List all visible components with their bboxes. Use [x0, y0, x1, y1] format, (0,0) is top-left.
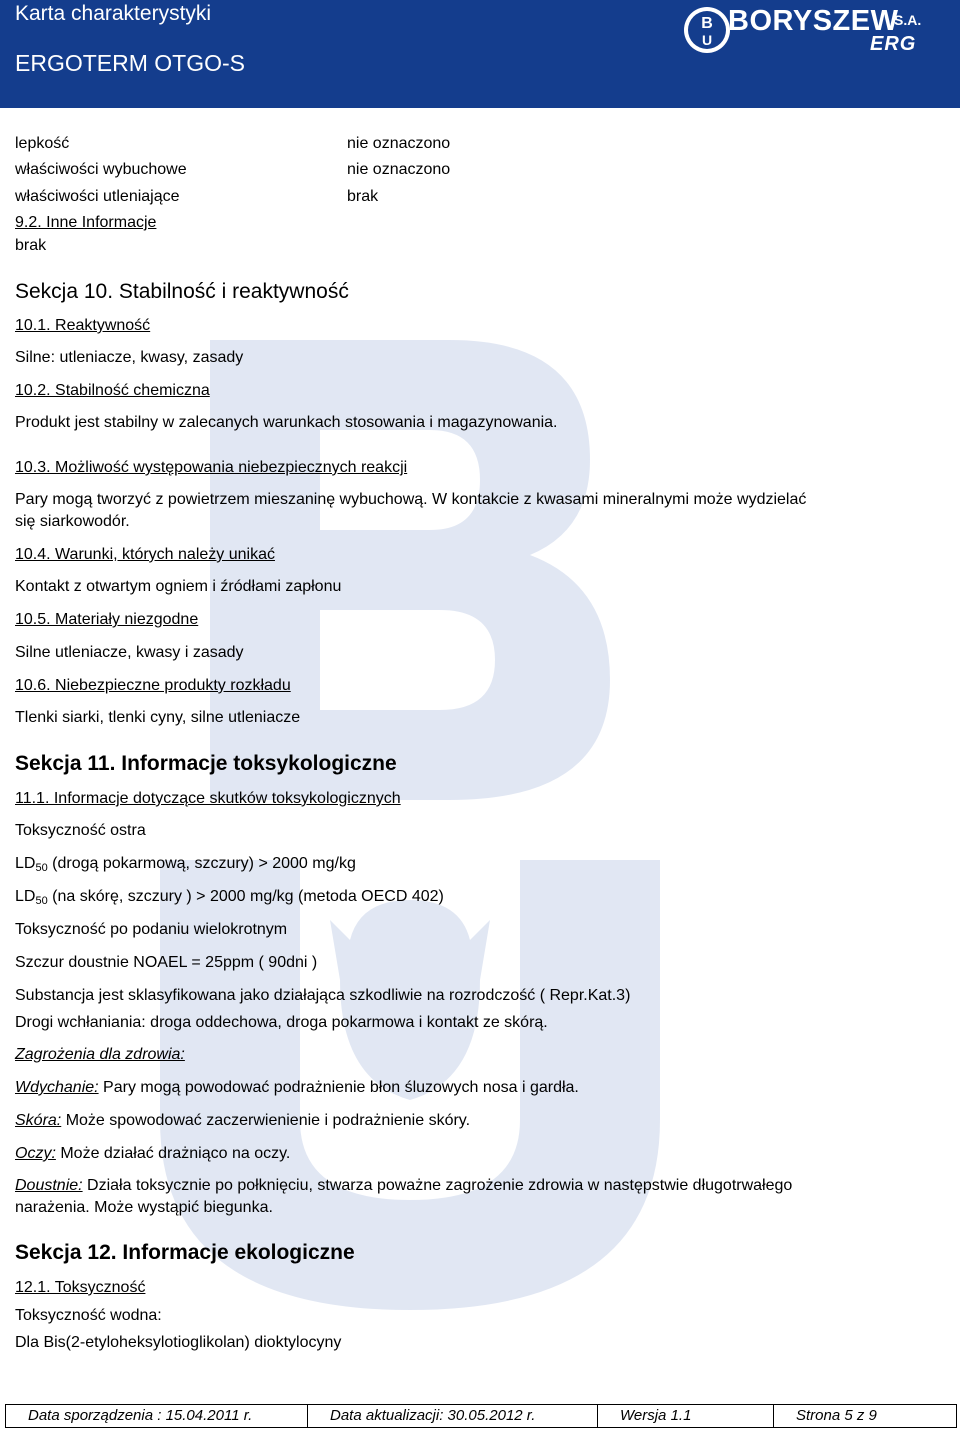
logo-suffix-text: S.A.: [894, 12, 922, 28]
prop-label-oxidising: właściwości utleniające: [15, 188, 180, 205]
footer-version: Wersja 1.1: [598, 1405, 774, 1427]
inhalation-line: [15, 1078, 579, 1098]
section-12-title: Sekcja 12. Informacje ekologiczne: [15, 1241, 355, 1264]
ld-prefix: LD: [15, 855, 36, 872]
ld50-dermal: [15, 887, 444, 907]
oral-line: [15, 1176, 792, 1196]
page-footer: [5, 1404, 957, 1428]
subsection-heading-10-1: 10.1. Reaktywność: [15, 317, 151, 334]
subsection-heading-10-5: 10.5. Materiały niezgodne: [15, 611, 199, 628]
inhalation-text: Pary mogą powodować podrażnienie błon śluzowych nosa i gardła.: [98, 1079, 579, 1096]
skin-line: [15, 1111, 470, 1131]
subsection-heading-10-6: 10.6. Niebezpieczne produkty rozkładu: [15, 677, 291, 694]
eyes-line: [15, 1144, 290, 1164]
health-hazards-label: Zagrożenia dla zdrowia:: [15, 1046, 185, 1063]
subsection-text-10-3-line2: się siarkowodór.: [15, 513, 130, 530]
oral-line-2: narażenia. Może wystąpić biegunka.: [15, 1199, 273, 1216]
exposure-routes-text: Drogi wchłaniania: droga oddechowa, droga pokarmowa i kontakt ze skórą.: [15, 1014, 548, 1031]
prop-label-viscosity: lepkość: [15, 135, 70, 152]
oral-text: Działa toksycznie po połknięciu, stwarza poważne zagrożenie zdrowia w następstwie długotrwałego: [82, 1177, 793, 1194]
subsection-text-10-6: Tlenki siarki, tlenki cyny, silne utleniacze: [15, 709, 301, 726]
footer-updated-date: Data aktualizacji: 30.05.2012 r.: [308, 1405, 598, 1427]
subsection-heading-10-4: 10.4. Warunki, których należy unikać: [15, 546, 275, 563]
footer-page-number: Strona 5 z 9: [796, 1407, 877, 1424]
eyes-text: Może działać drażniąco na oczy.: [55, 1145, 291, 1162]
subsection-text-10-3-line1: Pary mogą tworzyć z powietrzem mieszaninę wybuchową. W kontakcie z kwasami mineralnymi może wydzielać: [15, 491, 807, 508]
repeated-dose-label: Toksyczność po podaniu wielokrotnym: [15, 921, 288, 938]
subsection-text-10-5: Silne utleniacze, kwasy i zasady: [15, 644, 244, 661]
subsection-heading-9-2: 9.2. Inne Informacje: [15, 214, 157, 231]
substance-name-text: Dla Bis(2-etyloheksylotioglikolan) dioktylocyny: [15, 1334, 342, 1351]
subsection-text-10-1: Silne: utleniacze, kwasy, zasady: [15, 349, 244, 366]
ld50-dermal-text: (na skórę, szczury ) > 2000 mg/kg (metoda OECD 402): [47, 888, 444, 905]
prop-value-viscosity: nie oznaczono: [347, 135, 451, 152]
logo-sub-text: ERG: [870, 33, 917, 55]
ld50-oral-text: (drogą pokarmową, szczury) > 2000 mg/kg: [47, 855, 356, 872]
ld-subscript: 50: [35, 895, 48, 907]
acute-toxicity-label: Toksyczność ostra: [15, 822, 146, 839]
subsection-text-10-4: Kontakt z otwartym ogniem i źródłami zapłonu: [15, 578, 342, 595]
logo-brand-text: BORYSZEW: [728, 5, 899, 37]
prop-value-explosive: nie oznaczono: [347, 161, 451, 178]
noael-text: Szczur doustnie NOAEL = 25ppm ( 90dni ): [15, 954, 318, 971]
section-11-title: Sekcja 11. Informacje toksykologiczne: [15, 752, 397, 775]
aquatic-toxicity-label: Toksyczność wodna:: [15, 1307, 162, 1324]
subsection-text-10-2: Produkt jest stabilny w zalecanych warunkach stosowania i magazynowania.: [15, 414, 558, 431]
subsection-heading-12-1: 12.1. Toksyczność: [15, 1279, 146, 1296]
subsection-heading-10-3: 10.3. Możliwość występowania niebezpiecznych reakcji: [15, 459, 408, 476]
ld-subscript: 50: [35, 862, 48, 874]
eyes-label: Oczy:: [15, 1145, 56, 1162]
reproductive-toxicity-text: Substancja jest sklasyfikowana jako działająca szkodliwie na rozrodczość ( Repr.Kat.3): [15, 987, 631, 1004]
product-name: ERGOTERM OTGO-S: [15, 50, 245, 76]
inhalation-label: Wdychanie:: [15, 1079, 99, 1096]
footer-created-date: Data sporządzenia : 15.04.2011 r.: [6, 1405, 308, 1427]
section-10-title: Sekcja 10. Stabilność i reaktywność: [15, 280, 349, 303]
prop-value-oxidising: brak: [347, 188, 379, 205]
document-type-title: Karta charakterystyki: [15, 2, 212, 25]
watermark-logo-icon: [120, 300, 700, 1320]
svg-text:B: B: [701, 15, 713, 32]
prop-label-explosive: właściwości wybuchowe: [15, 161, 187, 178]
ld-prefix: LD: [15, 888, 36, 905]
subsection-heading-11-1: 11.1. Informacje dotyczące skutków toksykologicznych: [15, 790, 401, 807]
subsection-heading-10-2: 10.2. Stabilność chemiczna: [15, 382, 210, 399]
skin-label: Skóra:: [15, 1112, 62, 1129]
ld50-oral: [15, 854, 356, 874]
svg-text:U: U: [701, 32, 713, 48]
skin-text: Może spowodować zaczerwienienie i podrażnienie skóry.: [61, 1112, 471, 1129]
subsection-text-9-2: brak: [15, 237, 47, 254]
oral-label: Doustnie:: [15, 1177, 83, 1194]
